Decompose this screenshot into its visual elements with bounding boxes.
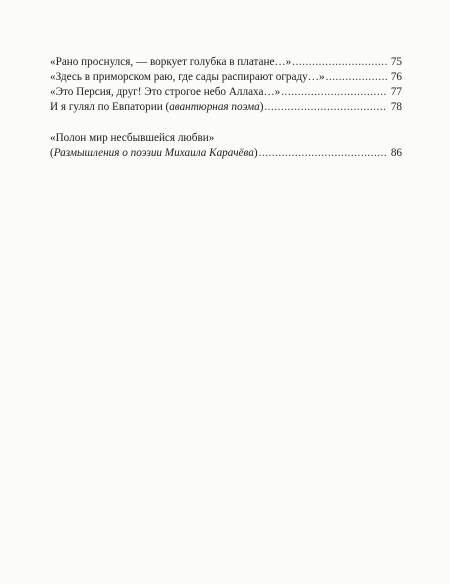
dot-leader (264, 100, 387, 115)
toc-entry-title: «Здесь в приморском раю, где сады распирают ограду…» (50, 71, 325, 83)
toc-entry-title-main: И я гулял по Евпатории ( (50, 101, 170, 113)
toc-entry-page: 77 (390, 86, 402, 98)
toc-entry-title-end: ) (259, 101, 264, 113)
toc-entry-page: 78 (390, 101, 402, 113)
dot-leader (292, 55, 387, 70)
toc-entry-title (50, 100, 263, 115)
toc-entry (50, 70, 402, 85)
toc-entry (50, 146, 402, 161)
toc-entry-title: «Рано проснулся, — воркует голубка в платане…» (50, 56, 292, 68)
toc-entry-title-italic: авантюрная поэма (169, 101, 260, 113)
toc-entry-title: «Это Персия, друг! Это строгое небо Аллаха…» (50, 86, 281, 98)
toc-entry (50, 55, 402, 70)
toc-entry-page: 76 (390, 71, 402, 83)
section-heading: «Полон мир несбывшейся любви» (50, 132, 215, 144)
dot-leader (281, 85, 387, 100)
section-sub-close: ) (253, 147, 258, 159)
toc-entry-title (50, 146, 258, 161)
toc-entry-page: 75 (390, 56, 402, 68)
section-sub-italic: Размышления о поэзии Михаила Карачёва (53, 147, 254, 159)
toc-entry (50, 85, 402, 100)
toc-entry-page: 86 (390, 147, 402, 159)
toc-entry (50, 100, 402, 115)
section-gap (50, 115, 402, 131)
dot-leader (259, 146, 387, 161)
table-of-contents (50, 55, 402, 161)
dot-leader (326, 70, 387, 85)
section-sub-open: ( (50, 147, 54, 159)
